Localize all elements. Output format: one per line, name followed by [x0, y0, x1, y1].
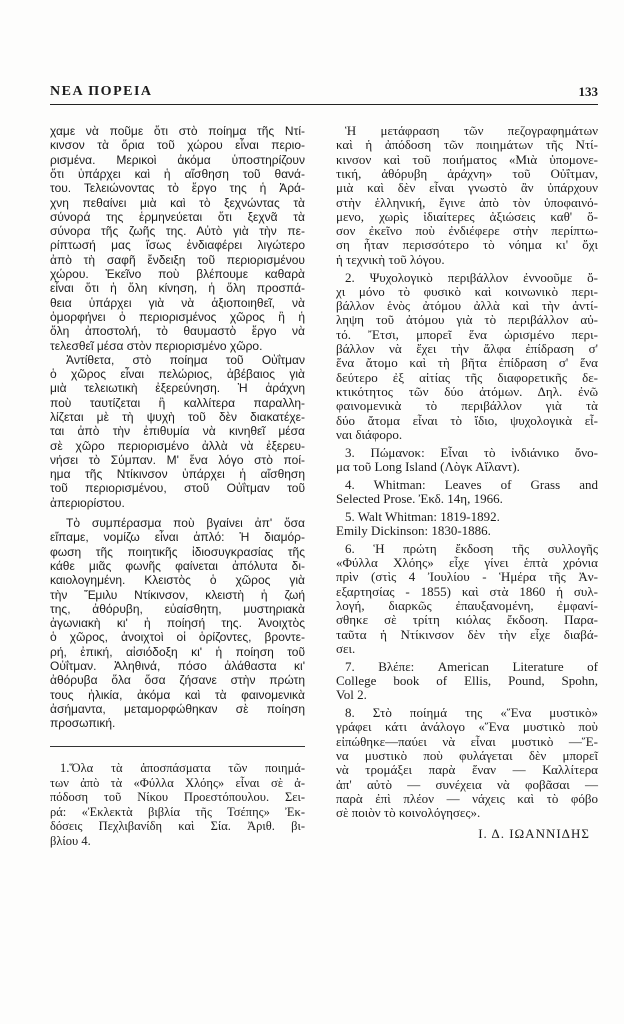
text-line: θεια ὑπάρχει γιὰ νὰ ἀξιοποιηθεῖ, νὰ: [50, 295, 305, 310]
text-line: της, ἀθόρυβη, εὐαίσθητη, μυστηριακὰ: [50, 601, 305, 616]
text-line: ὅτι ὑπάρχει καὶ ἡ αἴσθηση τοῦ θανά-: [50, 166, 305, 181]
text-line: νὰ τρομάξει παρὰ ἕναν — Καλλίτερα: [336, 762, 598, 778]
footnote-separator: [50, 746, 305, 747]
text-line: γράφει κάτι ἀνάλογο «Ἕνα μυστικὸ ποὺ: [336, 719, 598, 735]
text-line: 1.Ὅλα τὰ ἀποσπάσματα τῶν ποιημά-: [60, 761, 305, 775]
note-paragraph: [336, 542, 598, 656]
header-rule: [50, 104, 598, 105]
text-line: του. Τελειώνοντας τὸ ἔργο της ἡ Ἀρά-: [50, 181, 305, 196]
text-line: σει.: [336, 640, 356, 656]
text-line: ρή, ἐπική, αἰσιόδοξη κι' ἡ ποίηση τοῦ: [50, 644, 305, 659]
text-line: 6. Ἡ πρώτη ἔκδοση τῆς συλλογῆς: [345, 540, 598, 556]
text-line: κτικότητος τῶν δύο ἀτόμων. Δηλ. ἐνῶ: [336, 383, 598, 399]
text-line: τοῦ περιορισμένου, στοῦ Οὐΐτμαν τοῦ: [50, 481, 305, 496]
text-line: Οὐΐτμαν. Ἀληθινά, πόσο ἀλάθαστα κι': [50, 659, 305, 674]
text-line: λογή, διαρκῶς ἐπαυξανομένη, ἐμφανί-: [336, 598, 598, 614]
text-line: μα τοῦ Long Island (Λὸγκ Αἴλαντ).: [336, 458, 520, 474]
text-line: 8. Στὸ ποίημά της «Ἕνα μυστικὸ»: [345, 705, 598, 721]
text-line: νήσει τὸ Σύμπαν. Μ' ἕνα λόγο στὸ ποί-: [50, 452, 305, 467]
note-paragraph: [336, 660, 598, 703]
text-line: ἀθόρυβα ὅλα ὅσα ζήσανε στὴν πρώτη: [50, 673, 305, 688]
text-line: πόδοση τοῦ Νίκου Προεστόπουλου. Σει-: [50, 790, 305, 805]
text-line: ἀπὸ τὴ σαφῆ ἔνδειξη τοῦ περιορισμένου: [50, 252, 305, 267]
note-paragraph: [336, 510, 598, 539]
text-line: χι μόνο τὸ φυσικὸ καὶ κοινωνικὸ περι-: [336, 283, 598, 299]
text-paragraph: [50, 124, 305, 353]
text-line: τελεσθεῖ μέσα στὸν περιορισμένο χῶρο.: [50, 338, 263, 353]
text-line: 7. Βλέπε: American Literature of: [345, 658, 598, 674]
text-line: δόσεις Πεχλιβανίδη καὶ Σία. Ἀριθ. βι-: [50, 819, 305, 834]
text-line: καιολογημένη. Κλειστὸς ὁ χῶρος γιὰ: [50, 573, 305, 588]
text-line: στὴν ἑλληνική, ἔγινε ἀπὸ τὸν ὑποφαινό-: [336, 194, 598, 210]
text-line: ση ἦταν περισσότερο τὸ νόημα κι' ὄχι: [336, 237, 598, 253]
text-line: «Φύλλα Χλόης» εἶχε γίνει ἑπτὰ χρόνια: [336, 555, 598, 571]
text-line: κάθε μιᾶς φωνῆς φαίνεται ἀπόλυτα δι-: [50, 558, 305, 573]
text-line: College book of Ellis, Pound, Spohn,: [336, 673, 598, 689]
text-line: χαμε νὰ ποῦμε ὅτι στὸ ποίημα τῆς Ντί-: [50, 124, 305, 138]
text-line: πρὶν (στὶς 4 Ἰουλίου - Ἡμέρα τῆς Ἀν-: [336, 569, 598, 585]
text-line: σύνορα τῆς ζωῆς της. Αὐτὸ γιὰ τὴν πε-: [50, 224, 305, 239]
note-paragraph: [336, 124, 598, 267]
text-line: των ἀπὸ τὰ «Φύλλα Χλόης» εἶναι σὲ ἀ-: [50, 775, 305, 790]
text-line: ὀμορφήνει ὁ περιορισμένος χῶρος ἢ ἡ: [50, 309, 305, 324]
page-number: 133: [578, 84, 598, 99]
text-line: βάλλον ἑνὸς ἀτόμου ἀλλὰ καὶ τὴν ἀντί-: [336, 298, 598, 314]
text-line: τό. Ἔτσι, μπορεῖ ἕνα ὡρισμένο περι-: [336, 326, 598, 342]
notes-column: [336, 124, 598, 824]
footnote: [50, 761, 305, 849]
text-line: τική, ἀθόρυβη ἀράχνη» τοῦ Οὐΐτμαν,: [336, 165, 598, 181]
text-line: δεύτερο ἐξ αἰτίας τῆς διαφορετικῆς δε-: [336, 369, 598, 385]
text-line: κινσον τὰ ὅρια τοῦ χώρου εἶναι περιο-: [50, 138, 305, 153]
text-line: ὅλη ἀποστολή, τὸ θαυμαστὸ ἔργο νὰ: [50, 324, 305, 339]
text-line: προσωπική.: [50, 716, 116, 731]
text-line: σύνορά της ἑρμηνεύεται ὅτι ξεχνᾶ τὰ: [50, 209, 305, 224]
text-line: ναι διάφορο.: [336, 426, 403, 442]
text-line: Vol 2.: [336, 687, 367, 703]
text-line: ἀπεριορίστου.: [50, 495, 125, 510]
text-line: σον ἐκεῖνο ποὺ ἐνδιέφερε στὴν περίπτω-: [336, 223, 598, 239]
text-line: κινσον καὶ τοῦ ποιήματος «Μιὰ ὑπομονε-: [336, 151, 598, 167]
text-line: Τὸ συμπέρασμα ποὺ βγαίνει ἀπ' ὅσα: [66, 516, 305, 531]
text-paragraph: [50, 353, 305, 510]
text-line: ρισμένα. Μερικοὶ ἀκόμα ὑποστηρίζουν: [50, 152, 305, 167]
text-line: ταῦτα ἡ Ντίκινσον δὲν τὴν εἶχε διαβά-: [336, 626, 598, 642]
text-line: τὴν Ἔμιλυ Ντίκινσον, κλειστὴ ἡ ζωή: [50, 587, 305, 602]
text-line: Ἀντίθετα, στὸ ποίημα τοῦ Οὐΐτμαν: [66, 352, 305, 367]
note-paragraph: [336, 706, 598, 820]
running-head-title: ΝΕΑ ΠΟΡΕΙΑ: [50, 84, 153, 99]
text-line: λίζεται μὲ τὴ ψυχὴ τοῦ δὲν διακατέχε-: [50, 409, 305, 424]
text-line: σθηκε σὲ τρίτη κιόλας ἔκδοση. Παρα-: [336, 612, 598, 628]
note-paragraph: [336, 446, 598, 475]
text-paragraph: [50, 516, 305, 731]
text-line: ἡ τεχνικὴ τοῦ λόγου.: [336, 251, 445, 267]
text-line: 2. Ψυχολογικὸ περιβάλλον ἐννοοῦμε ὄ-: [345, 269, 598, 285]
text-line: ται ἀπὸ τὴν ἐπιθυμία νὰ κινηθεῖ μέσα: [50, 424, 305, 439]
text-line: ποὺ ταυτίζεται ἢ καλλίτερα παραλλη-: [50, 395, 305, 410]
text-line: φαινομενικὰ τὸ περιβάλλον γιὰ τὰ: [336, 398, 598, 414]
text-line: Selected Prose. Ἐκδ. 14η, 1966.: [336, 490, 503, 506]
note-paragraph: [336, 271, 598, 443]
text-line: ἀσήμαντα, μεταμορφώθηκαν σὲ ποίηση: [50, 701, 305, 716]
text-line: εξαρτησίας - 1855) καὶ στὰ 1860 ἡ συλ-: [336, 583, 598, 599]
text-line: μενο, χωρὶς ἰδιαίτερες ἀξιώσεις καθ' ὅ-: [336, 208, 598, 224]
text-line: ρίπτωσή μας ἴσως ἐνδιαφέρει λιγώτερο: [50, 238, 305, 253]
text-line: 4. Whitman: Leaves of Grass and: [345, 476, 598, 492]
text-line: να μυστικὸ ποὺ φυλάγεται δὲν μπορεῖ: [336, 748, 598, 764]
text-line: 5. Walt Whitman: 1819-1892.: [345, 508, 500, 524]
text-line: Emily Dickinson: 1830-1886.: [336, 523, 491, 539]
text-line: δύο ἄτομα εἶναι τὸ ἴδιο, ψυχολογικὰ εἶ-: [336, 412, 598, 428]
text-line: μιὰ τελειωτικὴ ἐξερεύνηση. Ἡ ἀράχνη: [50, 381, 305, 396]
text-line: ημα τῆς Ντίκινσον ὑπάρχει ἡ αἴσθηση: [50, 467, 305, 482]
text-line: ἀγωνιακὴ κι' ἡ ποίησή της. Ἀνοιχτὸς: [50, 616, 305, 631]
text-line: ὁ χῶρος εἶναι πελώριος, ἀβέβαιος γιὰ: [50, 367, 305, 382]
text-line: χώρου. Ἐκεῖνο ποὺ βλέπουμε καθαρὰ: [50, 267, 305, 281]
note-paragraph: [336, 478, 598, 507]
text-line: 3. Πώμανοκ: Εἶναι τὸ ἰνδιάνικο ὄνο-: [345, 444, 598, 460]
text-line: εἴπαμε, νομίζω εἶναι ἁπλό: Ἡ διαμόρ-: [50, 530, 305, 545]
text-line: ρά: «Ἐκλεκτὰ βιβλία τῆς Τσέπης» Ἐκ-: [50, 804, 305, 819]
text-line: εἶναι ὅτι ἡ ὅλη κίνηση, ἡ ὅλη προσπά-: [50, 281, 305, 296]
text-line: καὶ ἡ ἀπόδοση τῶν ποιημάτων τῆς Ντί-: [336, 137, 598, 153]
text-line: ληψη τοῦ ἀτόμου γιὰ τὸ περιβάλλον αὐ-: [336, 312, 598, 328]
text-line: μιὰ καὶ δὲν εἶναι γνωστὸ ἂν ὑπάρχουν: [336, 180, 598, 196]
main-text-column: [50, 124, 305, 736]
text-line: τους ἡλικία, ἀκόμα καὶ τὰ φαινομενικὰ: [50, 687, 305, 702]
text-line: σὲ ποιὸν τὸ κοινολόγησες».: [336, 805, 481, 821]
text-line: χνη πεθαίνει μιὰ καὶ τὸ ξεχνώντας τὰ: [50, 195, 305, 210]
text-line: ἀπ' αὐτὸ — συνέχεια νὰ φοβᾶσαι —: [336, 776, 598, 792]
author-signature: Ι. Δ. ΙΩΑΝΝΙΔΗΣ: [478, 826, 590, 841]
text-line: Ἡ μετάφραση τῶν πεζογραφημάτων: [345, 123, 598, 138]
text-line: σὲ χῶρο περιορισμένο ἀλλὰ νὰ ἐξερευ-: [50, 438, 305, 453]
text-line: βάλλον νὰ ἔχει τὴν ἄλφα ἐπίδραση σ': [336, 341, 598, 356]
text-line: παρὰ ἐπὶ πλέον — νάχεις καὶ τὸ φόβο: [336, 790, 598, 806]
text-line: εἰπώθηκε—παύει νὰ εἶναι μυστικὸ —Ἕ-: [336, 733, 598, 749]
text-line: φωση τῆς ποιητικῆς ἰδιοσυγκρασίας τῆς: [50, 544, 305, 559]
footnotes-block: [50, 761, 305, 851]
text-line: ὁ χῶρος, ἀνοιχτοὶ οἱ ὁρίζοντες, βροντε-: [50, 630, 305, 645]
text-line: ἕνα ἄτομο καὶ τὴ βῆτα ἐπίδραση σ' ἕνα: [336, 355, 598, 371]
text-line: βλίου 4.: [50, 834, 91, 848]
